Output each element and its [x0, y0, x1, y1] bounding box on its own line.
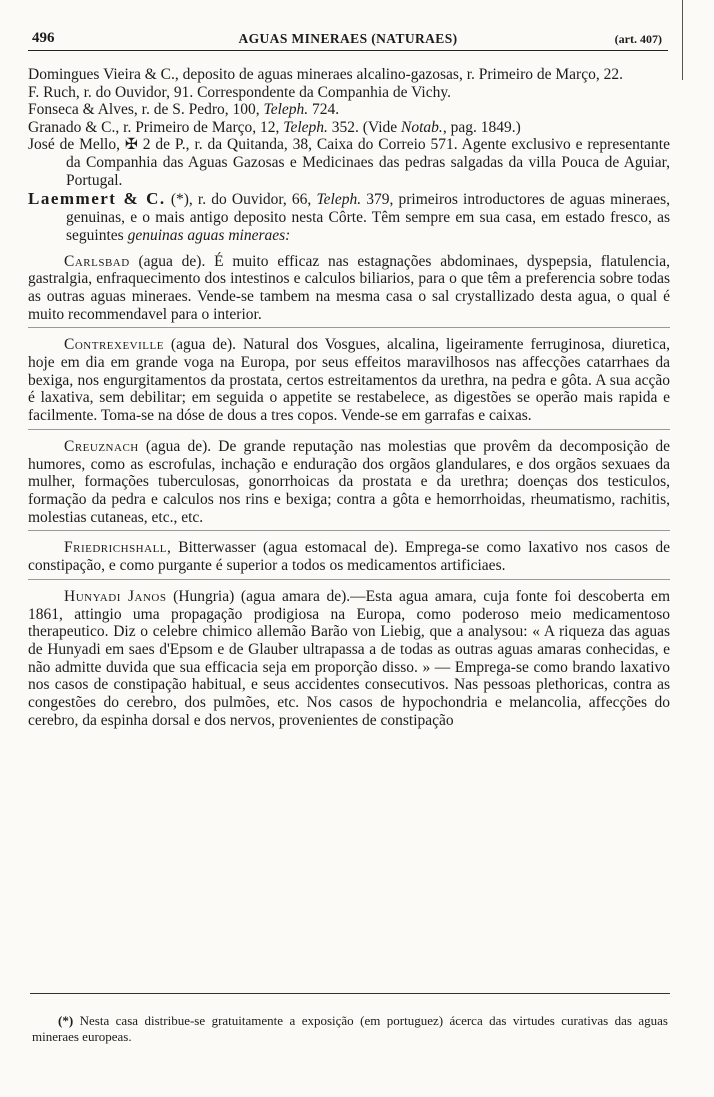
laemmert-entry: Laemmert & C. (*), r. do Ouvidor, 66, Teleph. 379, primeiros introductores de aguas mineraes, genuinas, e o mais antigo deposito nesta Côrte. Têm sempre em sua casa, em estado fresco, as seguintes genuinas aguas mineraes:	[28, 189, 670, 244]
page-number: 496	[32, 30, 55, 46]
footnote-divider	[30, 993, 670, 994]
list-entry: José de Mello, ✠ 2 de P., r. da Quitanda, 38, Caixa do Correio 571. Agente exclusivo e representante da Companhia das Aguas Gazosas e Medicinaes das pedras salgadas da villa Pouca de Aguiar, Portugal.	[28, 136, 670, 189]
product-paragraph: Hunyadi Janos (Hungria) (agua amara de).—Esta agua amara, cuja fonte foi descoberta em 1861, attingio uma propagação prodigiosa na Europa, como poderoso meio medicamentoso therapeutico. Diz o celebre chimico allemão Barão von Liebig, que a analysou: « A riqueza das aguas de Hunyadi em saes d'Epsom e de Glauber ultrapassa a de todas as outras aguas amaras conhecidas, e não admitte duvida que sua efficacia seja em proporção disso. » — Emprega-se como brando laxativo nos casos de constipação habitual, e seus accidentes consecutivos. Nas pessoas plethoricas, contra as congestões do cerebro, dos pulmões, etc. Nos casos de hypochondria e melancolia, affecções do cerebro, da espinha dorsal e dos nervos, provenientes de constipação	[28, 587, 670, 729]
footnote-mark: (*)	[58, 1013, 74, 1028]
product-name: Carlsbad	[64, 252, 130, 270]
article-reference: (art. 407)	[614, 32, 662, 46]
product-paragraph: Creuznach (agua de). De grande reputação nas molestias que provêm da decomposição de humores, como as escrofulas, inchação e enduração dos orgãos glandulares, e dos orgãos sexuaes da mulher, formações tuberculosas, gonorrhoicas da prostata e da urethra; doenças dos testiculos, formação da pedra e calculos nos rins e bexiga; contra a gôta e hemorrhoidas, rheumatismo, rachitis, molestias cutaneas, etc., etc.	[28, 430, 670, 532]
product-name: Friedrichshall	[64, 539, 168, 557]
product-name: Hunyadi Janos	[64, 587, 167, 605]
product-name: Creuznach	[64, 437, 139, 455]
product-paragraph: Contrexeville (agua de). Natural dos Vosgues, alcalina, ligeiramente ferruginosa, diuretica, hoje em dia em grande voga na Europa, por seus effeitos maravilhosos nas affecções catarrhaes da bexiga, nos engurgitamentos da prostata, certos estreitamentos da urethra, na pedra e gôta. A sua acção é laxativa, sem debilitar; em seguida o appetite se restabelece, as digestões se operão mais rapida e facilmente. Toma-se na dóse de dous a tres copos. Vende-se em garrafas e caixas.	[28, 328, 670, 430]
page-body	[28, 66, 670, 733]
list-entry: Granado & C., r. Primeiro de Março, 12, Teleph. 352. (Vide Notab., pag. 1849.)	[28, 118, 521, 136]
product-paragraph: Carlsbad (agua de). É muito efficaz nas estagnações abdominaes, dyspepsia, flatulencia, gastralgia, enfraquecimento dos intestinos e calculos biliarios, para o que têm a preferencia sobre todas as outras aguas mineraes. Vende-se tambem na mesma casa o sal crystallizado desta agua, o qual é muito recommendavel para o interior.	[28, 245, 670, 329]
list-entry: F. Ruch, r. do Ouvidor, 91. Correspondente da Companhia de Vichy.	[28, 83, 451, 101]
product-name: Contrexeville	[64, 336, 164, 354]
list-entry: Fonseca & Alves, r. de S. Pedro, 100, Teleph. 724.	[28, 101, 340, 119]
footnote: (*) Nesta casa distribue-se gratuitamente a exposição (em portuguez) ácerca das virtudes curativas das aguas mineraes europeas.	[32, 1013, 668, 1044]
page-header	[28, 28, 668, 51]
running-title: AGUAS MINERAES (NATURAES)	[238, 31, 458, 46]
list-entry: Domingues Vieira & C., deposito de aguas mineraes alcalino-gazosas, r. Primeiro de Março, 22.	[28, 66, 623, 83]
laemmert-brand: Laemmert & C.	[28, 189, 166, 209]
product-paragraph: Friedrichshall, Bitterwasser (agua estomacal de). Emprega-se como laxativo nos casos de constipação, e como purgante é superior a todos os medicamentos artificiaes.	[28, 531, 670, 579]
